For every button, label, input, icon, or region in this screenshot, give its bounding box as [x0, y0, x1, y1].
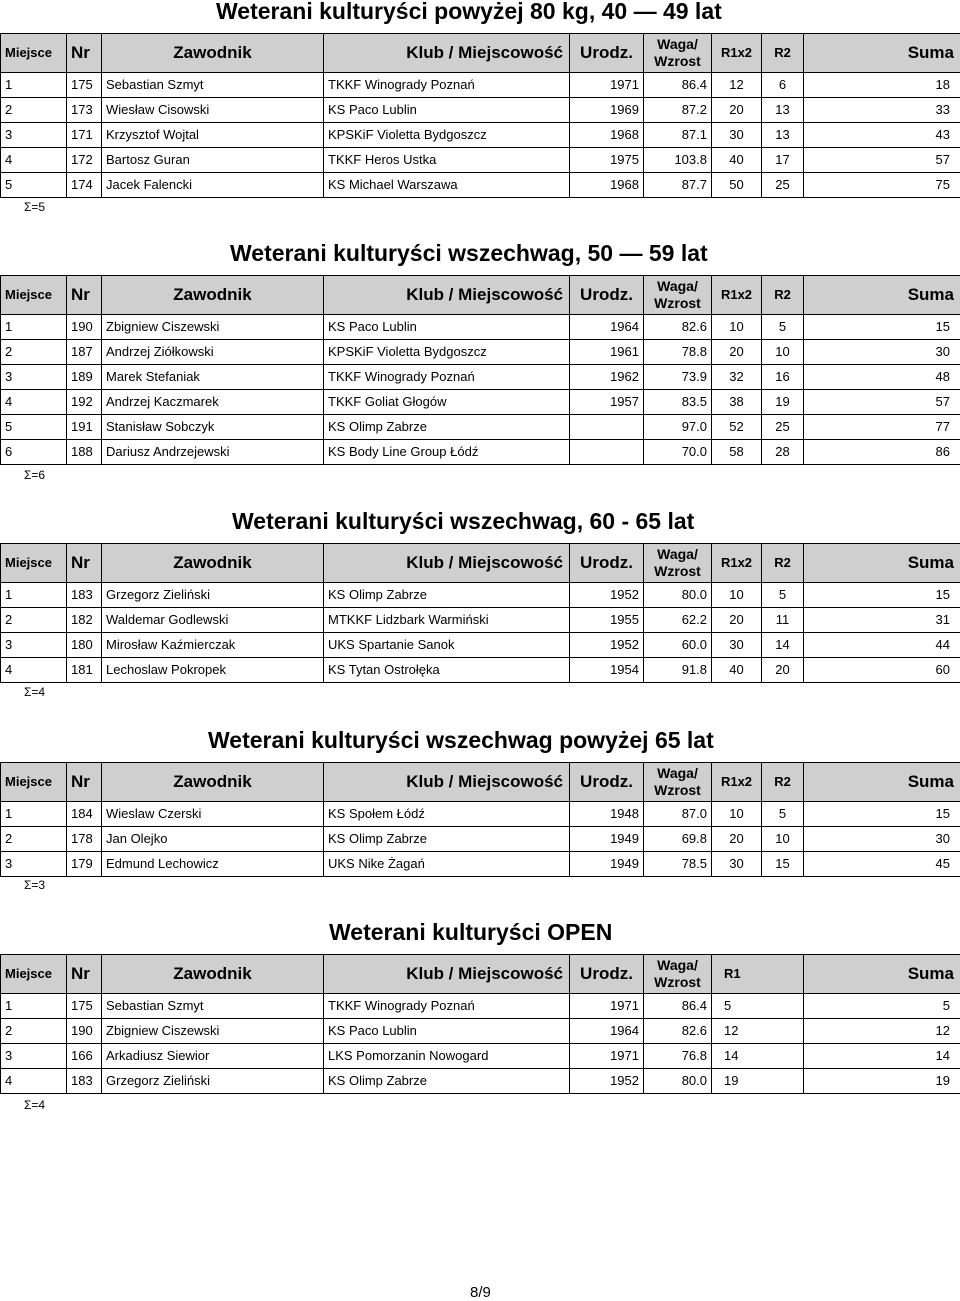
col-zawodnik: Zawodnik [102, 763, 324, 802]
cell-club: KS Paco Lublin [324, 98, 570, 123]
col-zawodnik: Zawodnik [102, 955, 324, 994]
cell-born: 1952 [570, 1069, 644, 1094]
cell-born: 1949 [570, 852, 644, 877]
cell-name: Waldemar Godlewski [102, 608, 324, 633]
cell-sum: 30 [804, 827, 960, 852]
cell-nr: 179 [67, 852, 102, 877]
cell-club: UKS Spartanie Sanok [324, 633, 570, 658]
cell-sum: 44 [804, 633, 960, 658]
cell-weight: 97.0 [644, 415, 712, 440]
cell-weight: 87.2 [644, 98, 712, 123]
table-header [1, 544, 960, 583]
cell-r1x2: 30 [712, 633, 762, 658]
table-row [1, 315, 960, 340]
cell-nr: 187 [67, 340, 102, 365]
cell-born: 1968 [570, 173, 644, 198]
participant-count: Σ=5 [24, 200, 46, 214]
cell-place: 1 [1, 994, 67, 1019]
col-miejsce: Miejsce [1, 276, 67, 315]
table-row [1, 415, 960, 440]
table-row [1, 73, 960, 98]
cell-weight: 73.9 [644, 365, 712, 390]
cell-club: KS Olimp Zabrze [324, 1069, 570, 1094]
cell-sum: 12 [804, 1019, 960, 1044]
cell-sum: 77 [804, 415, 960, 440]
cell-place: 3 [1, 365, 67, 390]
cell-r1x2: 10 [712, 315, 762, 340]
cell-r1x2: 20 [712, 608, 762, 633]
cell-r1x2: 40 [712, 148, 762, 173]
cell-sum: 43 [804, 123, 960, 148]
cell-sum: 86 [804, 440, 960, 465]
results-table [0, 762, 960, 877]
cell-place: 3 [1, 633, 67, 658]
table-header [1, 955, 960, 994]
table-row [1, 365, 960, 390]
cell-weight: 87.1 [644, 123, 712, 148]
cell-sum: 75 [804, 173, 960, 198]
cell-sum: 57 [804, 390, 960, 415]
cell-born: 1955 [570, 608, 644, 633]
col-suma: Suma [804, 763, 960, 802]
cell-r2: 25 [762, 173, 804, 198]
cell-nr: 192 [67, 390, 102, 415]
col-r1x2: R1x2 [712, 34, 762, 73]
col-miejsce: Miejsce [1, 955, 67, 994]
cell-weight: 83.5 [644, 390, 712, 415]
col-zawodnik: Zawodnik [102, 544, 324, 583]
col-nr: Nr [67, 544, 102, 583]
cell-r2: 11 [762, 608, 804, 633]
cell-weight: 86.4 [644, 994, 712, 1019]
table-row [1, 583, 960, 608]
col-suma: Suma [804, 34, 960, 73]
cell-born: 1971 [570, 1044, 644, 1069]
col-r1x2: R1x2 [712, 544, 762, 583]
cell-r2: 10 [762, 340, 804, 365]
cell-sum: 15 [804, 315, 960, 340]
cell-born: 1957 [570, 390, 644, 415]
table-row [1, 827, 960, 852]
cell-r1x2: 20 [712, 98, 762, 123]
cell-born: 1949 [570, 827, 644, 852]
table-row [1, 340, 960, 365]
table-row [1, 173, 960, 198]
cell-r2: 13 [762, 123, 804, 148]
cell-weight: 86.4 [644, 73, 712, 98]
cell-r2: 5 [762, 315, 804, 340]
table-body [1, 583, 960, 683]
cell-club: KS Michael Warszawa [324, 173, 570, 198]
cell-name: Grzegorz Zieliński [102, 1069, 324, 1094]
col-waga: Waga/ Wzrost [644, 763, 712, 802]
cell-r1x2: 30 [712, 852, 762, 877]
table-header [1, 34, 960, 73]
cell-born: 1962 [570, 365, 644, 390]
col-waga: Waga/ Wzrost [644, 276, 712, 315]
table-header [1, 276, 960, 315]
cell-sum: 60 [804, 658, 960, 683]
cell-place: 2 [1, 608, 67, 633]
cell-place: 4 [1, 658, 67, 683]
participant-count: Σ=4 [24, 1098, 46, 1112]
cell-sum: 15 [804, 583, 960, 608]
cell-born [570, 415, 644, 440]
col-urodz: Urodz. [570, 34, 644, 73]
col-urodz: Urodz. [570, 276, 644, 315]
col-urodz: Urodz. [570, 544, 644, 583]
cell-r1x2: 40 [712, 658, 762, 683]
cell-nr: 173 [67, 98, 102, 123]
cell-weight: 87.0 [644, 802, 712, 827]
cell-name: Stanisław Sobczyk [102, 415, 324, 440]
cell-born: 1952 [570, 583, 644, 608]
cell-nr: 166 [67, 1044, 102, 1069]
cell-name: Bartosz Guran [102, 148, 324, 173]
cell-r2: 20 [762, 658, 804, 683]
table-row [1, 440, 960, 465]
col-r2: R2 [762, 34, 804, 73]
cell-club: KS Olimp Zabrze [324, 583, 570, 608]
cell-name: Sebastian Szmyt [102, 73, 324, 98]
col-nr: Nr [67, 276, 102, 315]
cell-name: Dariusz Andrzejewski [102, 440, 324, 465]
table-body [1, 315, 960, 465]
cell-sum: 5 [804, 994, 960, 1019]
cell-name: Andrzej Ziółkowski [102, 340, 324, 365]
cell-born: 1964 [570, 315, 644, 340]
table-row [1, 390, 960, 415]
cell-weight: 80.0 [644, 583, 712, 608]
cell-nr: 178 [67, 827, 102, 852]
cell-name: Edmund Lechowicz [102, 852, 324, 877]
cell-name: Sebastian Szmyt [102, 994, 324, 1019]
cell-nr: 172 [67, 148, 102, 173]
cell-nr: 191 [67, 415, 102, 440]
cell-sum: 18 [804, 73, 960, 98]
cell-r2: 19 [762, 390, 804, 415]
table-row [1, 852, 960, 877]
cell-weight: 70.0 [644, 440, 712, 465]
cell-r1: 19 [712, 1069, 804, 1094]
table-row [1, 1019, 960, 1044]
cell-club: TKKF Winogrady Poznań [324, 365, 570, 390]
cell-sum: 19 [804, 1069, 960, 1094]
table-row [1, 658, 960, 683]
cell-place: 1 [1, 73, 67, 98]
cell-club: UKS Nike Żagań [324, 852, 570, 877]
cell-place: 6 [1, 440, 67, 465]
cell-sum: 45 [804, 852, 960, 877]
cell-r1: 5 [712, 994, 804, 1019]
cell-name: Wiesław Cisowski [102, 98, 324, 123]
cell-born: 1948 [570, 802, 644, 827]
cell-r1x2: 20 [712, 827, 762, 852]
cell-nr: 182 [67, 608, 102, 633]
section-title: Weterani kulturyści powyżej 80 kg, 40 — 49 lat [216, 0, 722, 24]
col-urodz: Urodz. [570, 955, 644, 994]
cell-name: Grzegorz Zieliński [102, 583, 324, 608]
cell-r1x2: 12 [712, 73, 762, 98]
cell-r1x2: 30 [712, 123, 762, 148]
cell-weight: 78.8 [644, 340, 712, 365]
cell-born: 1961 [570, 340, 644, 365]
cell-r2: 25 [762, 415, 804, 440]
cell-nr: 171 [67, 123, 102, 148]
cell-nr: 189 [67, 365, 102, 390]
table-body [1, 73, 960, 198]
cell-name: Andrzej Kaczmarek [102, 390, 324, 415]
col-waga: Waga/ Wzrost [644, 955, 712, 994]
cell-place: 1 [1, 583, 67, 608]
col-zawodnik: Zawodnik [102, 34, 324, 73]
cell-club: KPSKiF Violetta Bydgoszcz [324, 340, 570, 365]
cell-r2: 5 [762, 583, 804, 608]
col-suma: Suma [804, 544, 960, 583]
table-row [1, 1044, 960, 1069]
cell-club: KS Paco Lublin [324, 315, 570, 340]
cell-born: 1971 [570, 73, 644, 98]
cell-place: 5 [1, 173, 67, 198]
cell-r1: 14 [712, 1044, 804, 1069]
col-klub: Klub / Miejscowość [324, 955, 570, 994]
cell-sum: 57 [804, 148, 960, 173]
results-table [0, 275, 960, 465]
cell-nr: 188 [67, 440, 102, 465]
table-row [1, 994, 960, 1019]
cell-place: 2 [1, 827, 67, 852]
col-klub: Klub / Miejscowość [324, 276, 570, 315]
col-nr: Nr [67, 955, 102, 994]
cell-nr: 190 [67, 1019, 102, 1044]
cell-place: 5 [1, 415, 67, 440]
cell-weight: 80.0 [644, 1069, 712, 1094]
col-miejsce: Miejsce [1, 34, 67, 73]
cell-name: Krzysztof Wojtal [102, 123, 324, 148]
table-row [1, 633, 960, 658]
cell-r1x2: 38 [712, 390, 762, 415]
cell-club: LKS Pomorzanin Nowogard [324, 1044, 570, 1069]
cell-r1x2: 58 [712, 440, 762, 465]
col-waga: Waga/ Wzrost [644, 34, 712, 73]
cell-r2: 14 [762, 633, 804, 658]
cell-born: 1954 [570, 658, 644, 683]
results-table [0, 954, 960, 1094]
cell-r2: 13 [762, 98, 804, 123]
cell-r2: 6 [762, 73, 804, 98]
section-title: Weterani kulturyści wszechwag powyżej 65 lat [208, 727, 714, 753]
cell-place: 2 [1, 340, 67, 365]
cell-born [570, 440, 644, 465]
cell-sum: 15 [804, 802, 960, 827]
col-nr: Nr [67, 763, 102, 802]
col-waga: Waga/ Wzrost [644, 544, 712, 583]
cell-place: 4 [1, 148, 67, 173]
cell-born: 1964 [570, 1019, 644, 1044]
cell-nr: 183 [67, 1069, 102, 1094]
results-table [0, 33, 960, 198]
cell-weight: 91.8 [644, 658, 712, 683]
col-r1x2: R1x2 [712, 276, 762, 315]
cell-club: TKKF Heros Ustka [324, 148, 570, 173]
cell-place: 1 [1, 315, 67, 340]
cell-name: Jan Olejko [102, 827, 324, 852]
cell-sum: 31 [804, 608, 960, 633]
cell-born: 1968 [570, 123, 644, 148]
table-body [1, 802, 960, 877]
cell-name: Wieslaw Czerski [102, 802, 324, 827]
cell-nr: 175 [67, 73, 102, 98]
cell-club: MTKKF Lidzbark Warmiński [324, 608, 570, 633]
cell-r1x2: 10 [712, 802, 762, 827]
col-r1x2: R1x2 [712, 763, 762, 802]
cell-weight: 103.8 [644, 148, 712, 173]
cell-sum: 30 [804, 340, 960, 365]
cell-born: 1971 [570, 994, 644, 1019]
cell-r2: 5 [762, 802, 804, 827]
cell-r2: 15 [762, 852, 804, 877]
cell-nr: 180 [67, 633, 102, 658]
cell-name: Marek Stefaniak [102, 365, 324, 390]
participant-count: Σ=6 [24, 468, 46, 482]
cell-r2: 10 [762, 827, 804, 852]
col-r2: R2 [762, 763, 804, 802]
cell-club: TKKF Winogrady Poznań [324, 994, 570, 1019]
cell-nr: 174 [67, 173, 102, 198]
cell-name: Mirosław Kaźmierczak [102, 633, 324, 658]
cell-r1x2: 10 [712, 583, 762, 608]
col-zawodnik: Zawodnik [102, 276, 324, 315]
cell-club: KS Olimp Zabrze [324, 827, 570, 852]
cell-nr: 175 [67, 994, 102, 1019]
cell-place: 3 [1, 1044, 67, 1069]
cell-r1x2: 20 [712, 340, 762, 365]
cell-club: KS Społem Łódź [324, 802, 570, 827]
col-r2: R2 [762, 544, 804, 583]
cell-weight: 69.8 [644, 827, 712, 852]
cell-r1: 12 [712, 1019, 804, 1044]
cell-place: 2 [1, 98, 67, 123]
section-title: Weterani kulturyści wszechwag, 60 - 65 lat [232, 508, 695, 534]
table-row [1, 148, 960, 173]
col-urodz: Urodz. [570, 763, 644, 802]
section-title: Weterani kulturyści wszechwag, 50 — 59 lat [230, 240, 708, 266]
page-number: 8/9 [470, 1284, 491, 1301]
cell-sum: 48 [804, 365, 960, 390]
cell-place: 4 [1, 1069, 67, 1094]
cell-born: 1969 [570, 98, 644, 123]
col-nr: Nr [67, 34, 102, 73]
col-klub: Klub / Miejscowość [324, 763, 570, 802]
cell-weight: 87.7 [644, 173, 712, 198]
cell-club: TKKF Goliat Głogów [324, 390, 570, 415]
cell-sum: 14 [804, 1044, 960, 1069]
col-r1: R1 [712, 955, 804, 994]
cell-nr: 181 [67, 658, 102, 683]
col-klub: Klub / Miejscowość [324, 544, 570, 583]
cell-r1x2: 52 [712, 415, 762, 440]
cell-club: KS Olimp Zabrze [324, 415, 570, 440]
cell-club: KPSKiF Violetta Bydgoszcz [324, 123, 570, 148]
cell-name: Zbigniew Ciszewski [102, 1019, 324, 1044]
cell-place: 2 [1, 1019, 67, 1044]
cell-r1x2: 32 [712, 365, 762, 390]
table-row [1, 1069, 960, 1094]
cell-weight: 82.6 [644, 1019, 712, 1044]
cell-place: 3 [1, 852, 67, 877]
cell-name: Jacek Falencki [102, 173, 324, 198]
cell-name: Lechoslaw Pokropek [102, 658, 324, 683]
cell-place: 3 [1, 123, 67, 148]
participant-count: Σ=4 [24, 685, 46, 699]
table-row [1, 608, 960, 633]
cell-club: KS Tytan Ostrołęka [324, 658, 570, 683]
cell-sum: 33 [804, 98, 960, 123]
cell-born: 1952 [570, 633, 644, 658]
cell-r1x2: 50 [712, 173, 762, 198]
col-miejsce: Miejsce [1, 544, 67, 583]
table-row [1, 802, 960, 827]
cell-place: 4 [1, 390, 67, 415]
table-row [1, 123, 960, 148]
cell-weight: 76.8 [644, 1044, 712, 1069]
table-body [1, 994, 960, 1094]
col-klub: Klub / Miejscowość [324, 34, 570, 73]
results-table [0, 543, 960, 683]
cell-nr: 183 [67, 583, 102, 608]
cell-r2: 17 [762, 148, 804, 173]
cell-born: 1975 [570, 148, 644, 173]
participant-count: Σ=3 [24, 878, 46, 892]
cell-weight: 60.0 [644, 633, 712, 658]
cell-r2: 16 [762, 365, 804, 390]
cell-name: Arkadiusz Siewior [102, 1044, 324, 1069]
col-miejsce: Miejsce [1, 763, 67, 802]
cell-nr: 190 [67, 315, 102, 340]
col-suma: Suma [804, 276, 960, 315]
col-suma: Suma [804, 955, 960, 994]
cell-club: KS Body Line Group Łódź [324, 440, 570, 465]
cell-club: TKKF Winogrady Poznań [324, 73, 570, 98]
cell-nr: 184 [67, 802, 102, 827]
cell-weight: 62.2 [644, 608, 712, 633]
cell-weight: 82.6 [644, 315, 712, 340]
cell-place: 1 [1, 802, 67, 827]
table-header [1, 763, 960, 802]
cell-name: Zbigniew Ciszewski [102, 315, 324, 340]
col-r2: R2 [762, 276, 804, 315]
cell-r2: 28 [762, 440, 804, 465]
cell-weight: 78.5 [644, 852, 712, 877]
cell-club: KS Paco Lublin [324, 1019, 570, 1044]
table-row [1, 98, 960, 123]
section-title: Weterani kulturyści OPEN [329, 919, 613, 945]
